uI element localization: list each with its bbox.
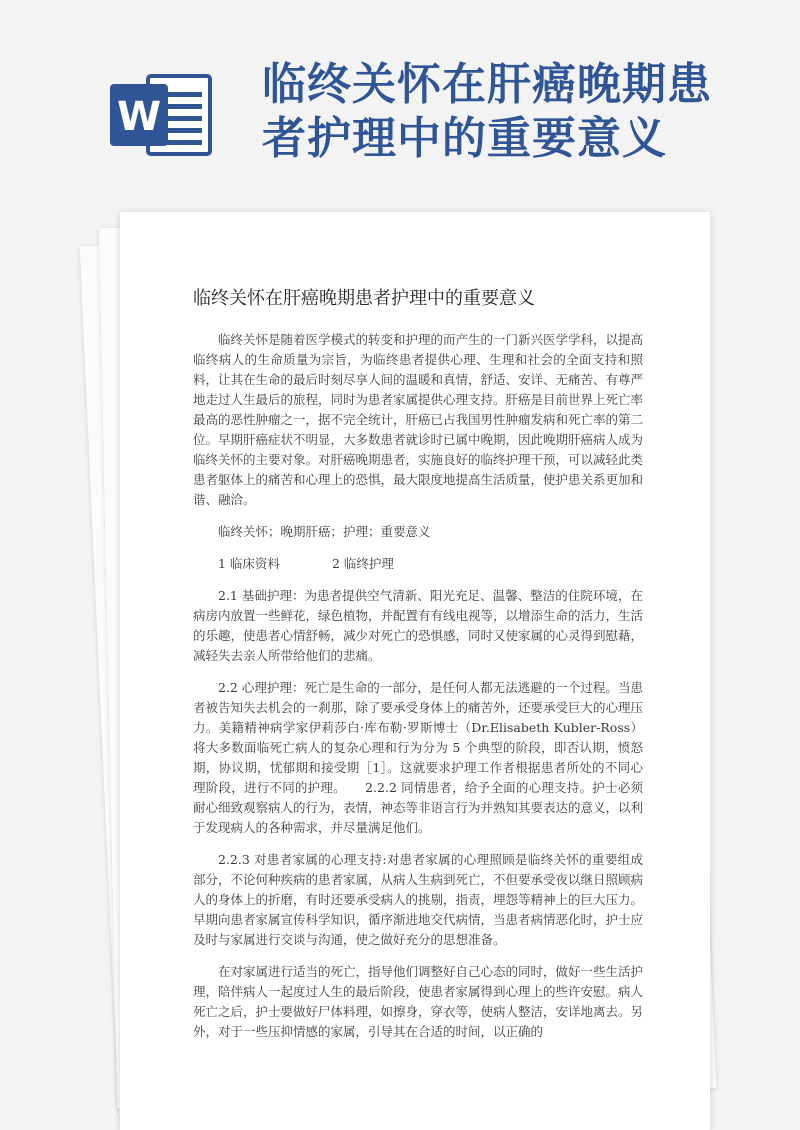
- document-body: [193, 330, 643, 1054]
- section-heading: 1 临床资料: [218, 556, 280, 571]
- word-document-icon: [108, 70, 218, 160]
- keywords: 临终关怀；晚期肝癌；护理；重要意义: [218, 524, 431, 539]
- banner-title: [262, 58, 742, 166]
- section-heading: 2 临终护理: [331, 556, 394, 571]
- word-icon-letter: W: [116, 94, 162, 140]
- body-paragraph: 在对家属进行适当的死亡，指导他们调整好自己心态的同时，做好一些生活护理，陪伴病人一起度过人生的最后阶段，使患者家属得到心理上的些许安慰。病人死亡之后，护士要做好尸体料理，如擦身，穿衣等，使病人整洁，安详地离去。另外，对于一些压抑情感的家属，引导其在合适的时间，以正确的: [193, 964, 644, 1039]
- abstract-paragraph: 临终关怀是随着医学模式的转变和护理的而产生的一门新兴医学学科，以提高临终病人的生命质量为宗旨，为临终患者提供心理、生理和社会的全面支持和照料，让其在生命的最后时刻尽享人间的温暖和真情，舒适、安详、无痛苦、有尊严地走过人生最后的旅程，同时为患者家属提供心理支持。肝癌是目前世界上死亡率最高的恶性肿瘤之一，据不完全统计，肝癌已占我国男性肿瘤发病和死亡率的第二位。早期肝癌症状不明显，大多数患者就诊时已属中晚期，因此晚期肝癌病人成为临终关怀的主要对象。对肝癌晚期患者，实施良好的临终护理干预，可以减轻此类患者躯体上的痛苦和心理上的恐惧，最大限度地提高生活质量，使护患关系更加和谐、融洽。: [193, 332, 644, 507]
- section-headings: [193, 554, 643, 574]
- banner-title-line2: 者护理中的重要意义: [262, 113, 667, 164]
- body-paragraph: 2.2 心理护理：死亡是生命的一部分，是任何人都无法逃避的一个过程。当患者被告知失去机会的一刹那，除了要承受身体上的痛苦外，还要承受巨大的心理压力。美籍精神病学家伊莉莎白·库布勒·罗斯博士（Dr.Elisabeth Kubler-Ross）将大多数面临死亡病人的复杂心理和行为分为 5 个典型的阶段，即否认期，愤怒期，协议期，忧郁期和接受期［1］。这就要求护理工作者根据患者所处的不同心理阶段，进行不同的护理。 2.2.2 同情患者，给予全面的心理支持。护士必须耐心细致观察病人的行为，表情，神态等非语言行为并熟知其要表达的意义，以利于发现病人的各种需求，并尽量满足他们。: [193, 680, 644, 835]
- body-paragraph: 2.1 基础护理：为患者提供空气清新、阳光充足、温馨、整洁的住院环境，在病房内放置一些鲜花，绿色植物，并配置有有线电视等，以增添生命的活力，生活的乐趣，使患者心情舒畅，减少对死亡的恐惧感，同时又使家属的心灵得到慰藉，减轻失去亲人所带给他们的悲痛。: [193, 588, 644, 663]
- header: [0, 0, 800, 200]
- banner-title-line1: 临终关怀在肝癌晚期患: [262, 59, 712, 110]
- document-page: [120, 212, 710, 1130]
- body-paragraph: 2.2.3 对患者家属的心理支持:对患者家属的心理照顾是临终关怀的重要组成部分，不论何种疾病的患者家属，从病人生病到死亡，不但要承受夜以继日照顾病人的身体上的折磨，有时还要承受病人的挑剔，指责，埋怨等精神上的巨大压力。早期向患者家属宣传科学知识，循序渐进地交代病情，当患者病情恶化时，护士应及时与家属进行交谈与沟通，使之做好充分的思想准备。: [193, 852, 644, 947]
- document-title: 临终关怀在肝癌晚期患者护理中的重要意义: [193, 288, 535, 309]
